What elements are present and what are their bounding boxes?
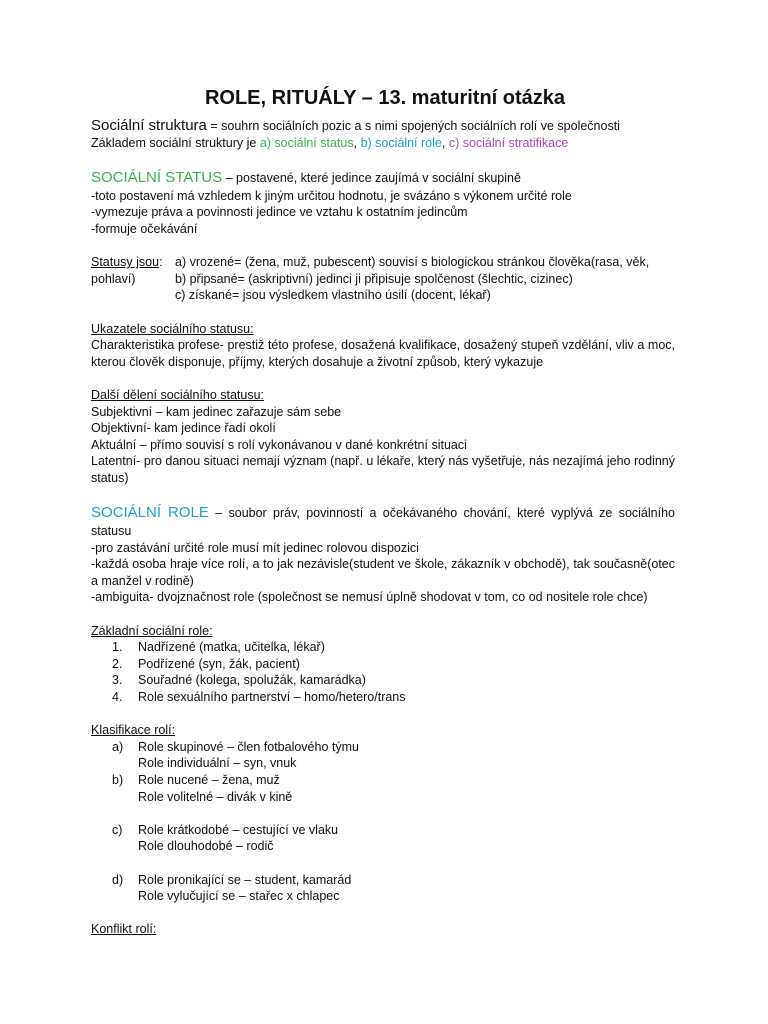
role-classification-list: [91, 739, 675, 905]
status-division-heading: Další dělení sociálního statusu:: [91, 387, 265, 402]
social-structure-def-text: = souhrn sociálních pozic a s nimi spojených sociálních rolí ve společnosti: [206, 119, 620, 133]
list-item: [91, 772, 675, 789]
list-item-text: Role nucené – žena, muž: [138, 772, 280, 787]
spacer: [91, 486, 675, 503]
list-letter: [91, 872, 138, 889]
status-division-line: Latentní- pro danou situaci nemají význam (např. u lékaře, který nás vyšetřuje, nás nezajímá jeho rodinný status): [91, 454, 675, 485]
status-division-line: Subjektivní – kam jedinec zařazuje sám sebe: [91, 404, 342, 419]
list-item-text: Souřadné (kolega, spolužák, kamarádka): [138, 673, 366, 688]
status-types-colon: :: [159, 255, 163, 270]
basis-prefix: Základem sociální struktury je: [91, 135, 260, 150]
status-line: -formuje očekávání: [91, 221, 198, 236]
status-types-row: [91, 271, 675, 288]
list-letter-text: b): [112, 772, 124, 787]
status-indicators-heading: Ukazatele sociálního statusu:: [91, 321, 254, 336]
list-number: [91, 689, 138, 706]
list-item-text: Role sexuálního partnerství – homo/hetero/trans: [138, 690, 406, 704]
list-item: [91, 639, 675, 656]
basis-separator: ,: [441, 135, 449, 150]
document-content: [91, 84, 675, 938]
status-heading-line: [91, 168, 675, 188]
list-item: [91, 822, 675, 839]
spacer: [91, 805, 675, 822]
list-number-text: 4.: [112, 690, 123, 704]
status-heading-text: – postavené, které jedince zaujímá v sociální skupině: [222, 170, 521, 185]
status-types-row: [91, 254, 675, 271]
status-types-label-wrap: [91, 254, 175, 271]
list-number-text: 3.: [112, 673, 123, 688]
list-number-text: 2.: [112, 656, 123, 671]
spacer: [91, 855, 675, 872]
spacer: [91, 304, 675, 321]
status-type-b: b) připsané= (askriptivní) jedinci ji připisuje spolčenost (šlechtic, cizinec): [175, 271, 573, 286]
list-number: [91, 672, 138, 689]
status-type-c: c) získané= jsou výsledkem vlastního úsilí (docent, lékař): [175, 288, 491, 303]
spacer: [91, 706, 675, 723]
list-item-sub: Role vylučující se – stařec x chlapec: [138, 889, 340, 904]
status-type-a: a) vrozené= (žena, muž, pubescent) souvisí s biologickou stránkou člověka(rasa, věk,: [175, 255, 650, 270]
list-item-text: Role skupinové – člen fotbalového týmu: [138, 739, 359, 754]
status-types-label: Statusy jsou: [91, 255, 160, 270]
list-number: [91, 656, 138, 673]
status-indicators-text: Charakteristika profese- prestiž této profese, dosažená kvalifikace, dosažený stupeň vzdělání, vliv a moc, kterou člověk disponuje, příjmy, kterých dosahuje a životní způsob, který vykazuje: [91, 338, 675, 369]
status-division-line: Objektivní- kam jedince řadí okolí: [91, 421, 276, 436]
basis-role: b) sociální role: [360, 135, 442, 150]
basic-roles-heading: Základní sociální role:: [91, 623, 213, 638]
list-letter: [91, 772, 138, 789]
list-letter-text: d): [112, 872, 124, 887]
social-structure-term: Sociální struktura: [91, 117, 207, 134]
list-letter: [91, 739, 138, 756]
list-letter: [91, 822, 138, 839]
list-item-text: Podřízené (syn, žák, pacient): [138, 656, 300, 671]
role-heading: SOCIÁLNÍ ROLE: [91, 504, 209, 522]
list-number: [91, 639, 138, 656]
list-item-text: Nadřízené (matka, učitelka, lékař): [138, 640, 325, 655]
list-item-sub: Role dlouhodobé – rodič: [138, 839, 274, 854]
list-item-sub: Role volitelné – divák v kině: [138, 789, 293, 804]
status-type-a-cont: pohlaví): [91, 271, 136, 286]
list-letter-text: a): [112, 739, 124, 754]
status-division-line: Aktuální – přímo souvisí s rolí vykonávanou v dané konkrétní situaci: [91, 437, 467, 452]
role-heading-text: – soubor práv, povinností a očekávaného chování, které vyplývá ze sociálního statusu: [91, 506, 675, 539]
list-item: [91, 689, 675, 706]
spacer: [91, 606, 675, 623]
spacer: [91, 151, 675, 168]
list-item: [91, 739, 675, 756]
role-conflict-heading: Konflikt rolí:: [91, 922, 157, 937]
basis-status: a) sociální status: [259, 135, 354, 150]
role-classification-heading: Klasifikace rolí:: [91, 723, 176, 738]
spacer: [91, 905, 675, 922]
social-structure-basis: [91, 135, 675, 152]
list-item: [91, 672, 675, 689]
status-line: -vymezuje práva a povinnosti jedince ve vztahu k ostatním jedincům: [91, 205, 468, 220]
list-item: [91, 872, 675, 889]
list-item-sub: Role individuální – syn, vnuk: [138, 756, 297, 771]
list-number-text: 1.: [112, 640, 123, 655]
list-item-text: Role krátkodobé – cestující ve vlaku: [138, 822, 339, 837]
spacer: [91, 238, 675, 255]
role-line: -ambiguita- dvojznačnost role (společnost se nemusí úplně shodovat v tom, co od nositele role chce): [91, 590, 648, 605]
basis-stratification: c) sociální stratifikace: [448, 135, 569, 150]
basic-roles-list: [91, 639, 675, 705]
status-heading: SOCIÁLNÍ STATUS: [91, 168, 223, 186]
list-item-text: Role pronikající se – student, kamarád: [138, 872, 352, 887]
role-line: -pro zastávání určité role musí mít jedinec rolovou dispozici: [91, 540, 419, 555]
basis-separator: ,: [353, 135, 361, 150]
role-line: -každá osoba hraje více rolí, a to jak nezávisle(student ve škole, zákazník v obchodě), tak současně(otec a manžel v rodině): [91, 557, 675, 588]
status-line: -toto postavení má vzhledem k jiným určitou hodnotu, je svázáno s výkonem určité role: [91, 188, 572, 203]
list-item: [91, 656, 675, 673]
spacer: [91, 370, 675, 387]
page-title: ROLE, RITUÁLY – 13. maturitní otázka: [204, 87, 566, 109]
social-structure-definition: [91, 118, 675, 135]
role-heading-line: [91, 503, 675, 540]
list-letter-text: c): [112, 822, 123, 837]
